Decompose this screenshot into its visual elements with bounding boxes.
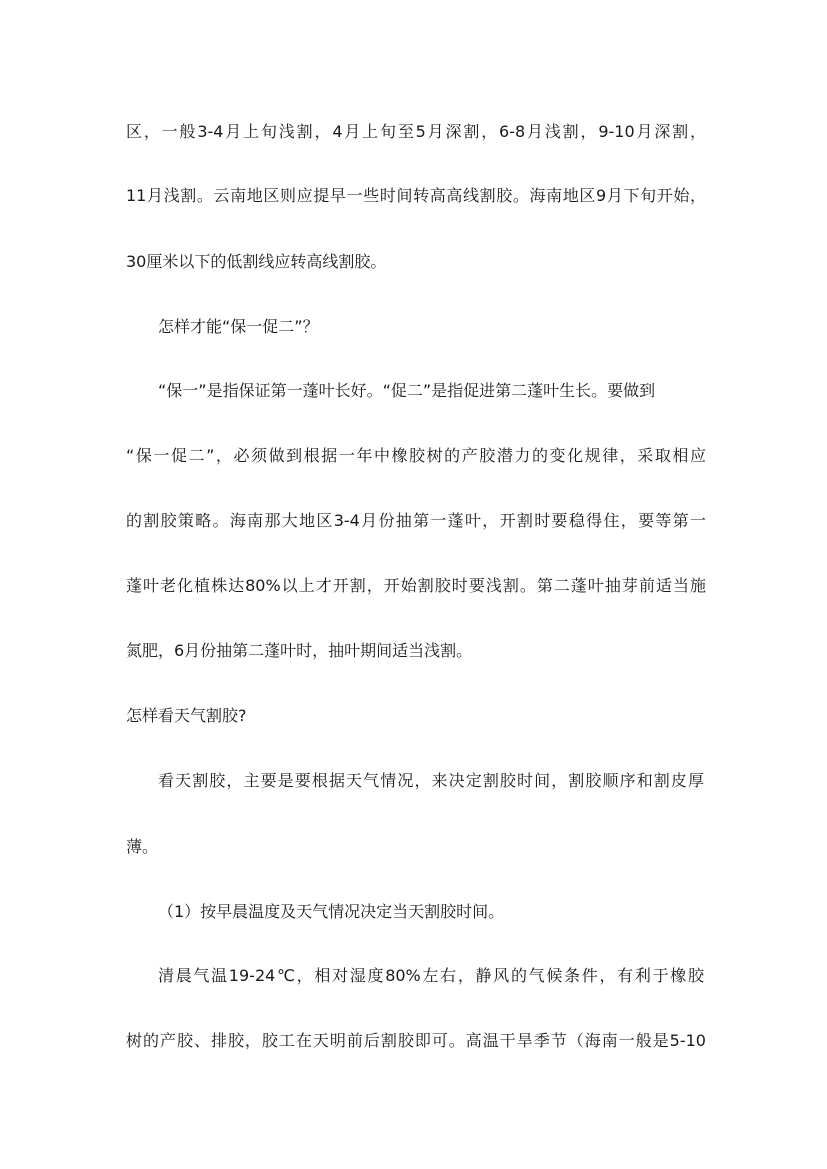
section-heading: 怎样看天气割胶?: [126, 706, 247, 725]
paragraph-line: 树的产胶、排胶，胶工在天明前后割胶即可。高温干旱季节（海南一般是5-10: [126, 1031, 706, 1050]
list-item: （1）按早晨温度及天气情况决定当天割胶时间。: [158, 902, 505, 921]
paragraph-line: 氮肥，6月份抽第二蓬叶时，抽叶期间适当浅割。: [126, 641, 473, 660]
paragraph-line: 30厘米以下的低割线应转高线割胶。: [126, 252, 387, 271]
paragraph-line: 清晨气温19-24℃，相对湿度80%左右，静风的气候条件，有利于橡胶: [158, 966, 704, 985]
paragraph-line: 11月浅割。云南地区则应提早一些时间转高高线割胶。海南地区9月下旬开始，: [126, 186, 706, 205]
paragraph-line: 区，一般3-4月上旬浅割，4月上旬至5月深割，6-8月浅割，9-10月深割，: [126, 122, 706, 141]
paragraph-line: “保一”是指保证第一蓬叶长好。“促二”是指促进第二蓬叶生长。要做到: [158, 381, 656, 400]
paragraph-line: 看天割胶，主要是要根据天气情况，来决定割胶时间，割胶顺序和割皮厚: [158, 771, 704, 790]
paragraph-line: 蓬叶老化植株达80%以上才开割，开始割胶时要浅割。第二蓬叶抽芽前适当施: [126, 576, 706, 595]
paragraph-line: 的割胶策略。海南那大地区3-4月份抽第一蓬叶，开割时要稳得住，要等第一: [126, 511, 706, 530]
paragraph-line: 薄。: [126, 837, 159, 856]
paragraph-line: “保一促二”，必须做到根据一年中橡胶树的产胶潜力的变化规律，采取相应: [126, 446, 706, 465]
section-heading: 怎样才能“保一促二”？: [158, 317, 319, 336]
